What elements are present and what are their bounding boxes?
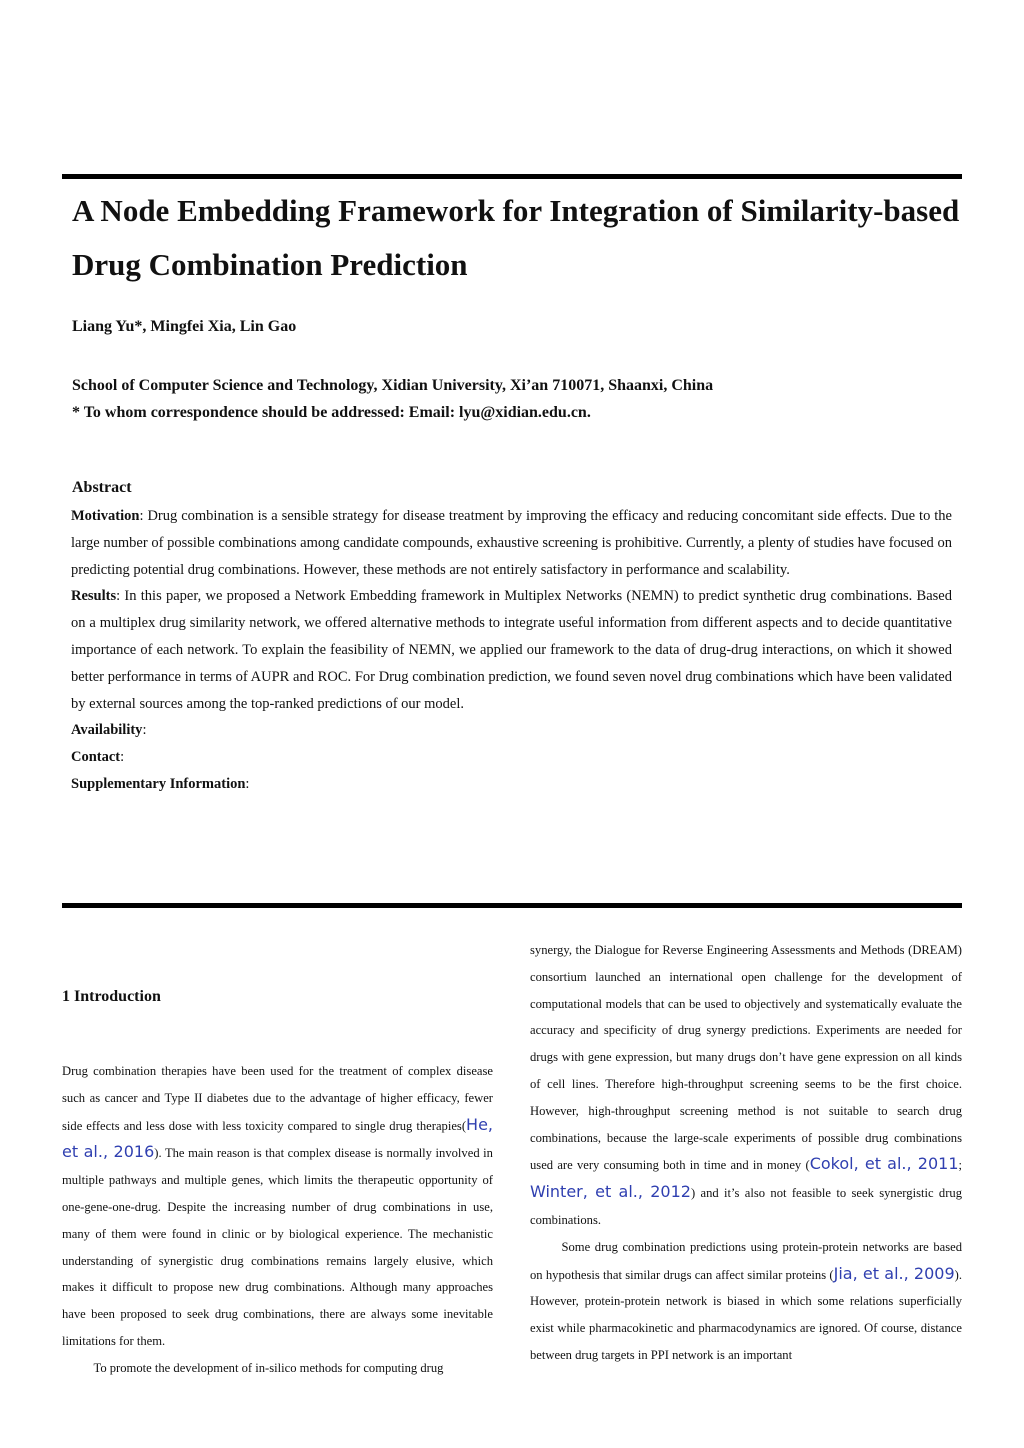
right-column [530,937,962,1369]
section-rule [62,903,962,908]
motivation-label: Motivation [71,508,140,524]
abstract-contact: Contact: [71,749,125,766]
availability-label: Availability [71,722,143,739]
abstract-body [71,503,952,798]
contact-label: Contact [71,749,121,766]
abstract-supplementary: Supplementary Information: [71,775,250,792]
intro-paragraph-2: To promote the development of in-silico methods for computing drug [93,1360,444,1375]
paper-title: A Node Embedding Framework for Integration of Similarity-based Drug Combination Prediction [72,193,960,282]
citation-link[interactable]: Winter, et al., 2012 [530,1182,691,1202]
abstract-availability: Availability: [71,722,147,739]
intro-paragraph-2-cont: synergy, the Dialogue for Reverse Engineering Assessments and Methods (DREAM) consortium launched an international open challenge for the development of computational models that can be used to objectively and systematically evaluate the accuracy and specificity of drug synergy predictions. Experiments are needed for drugs with gene expression, but many drugs don’t have gene expression on all kinds of cell lines. Therefore high-throughput screening seems to be the first choice. However, high-throughput screening method is not suitable to search drug combinations, because the large-scale experiments of possible drug combinations used are very consuming both in time and in money (Cokol, et al., 2011; Winter, et al., 2012) and it’s also not feasible to seek synergistic drug combinations. [530,943,963,1227]
results-label: Results [71,588,117,605]
left-column [62,1058,493,1382]
citation-link[interactable]: Cokol, et al., 2011 [809,1154,959,1174]
affiliation: School of Computer Science and Technology, Xidian University, Xi’an 710071, Shaanxi, China [72,377,714,394]
abstract-motivation [71,503,952,583]
intro-paragraph-1: Drug combination therapies have been used for the treatment of complex disease such as cancer and Type II diabetes due to the advantage of higher efficacy, fewer side effects and less dose with less toxicity compared to single drug therapies(He, et al., 2016). The main reason is that complex disease is normally involved in multiple pathways and multiple genes, which limits the therapeutic opportunity of one-gene-one-drug. Despite the increasing number of drug combinations in use, many of them were found in clinic or by biological experience. The mechanistic understanding of synergistic drug combinations remains largely elusive, which makes it difficult to propose new drug combinations. Although many approaches have been proposed to seek drug combinations, there are always some inevitable limitations for them. [62,1064,493,1348]
abstract-results [71,583,952,717]
authors: Liang Yu*, Mingfei Xia, Lin Gao [72,318,297,335]
results-text: : In this paper, we proposed a Network Embedding framework in Multiplex Networks (NEMN) to predict synthetic drug combinations. Based on a multiplex drug similarity network, we offered alternative methods to integrate useful information from different aspects and to decide quantitative importance of each network. To explain the feasibility of NEMN, we applied our framework to the data of drug-drug interactions, on which it showed better performance in terms of AUPR and ROC. For Drug combination prediction, we found seven novel drug combinations which have been validated by external sources among the top-ranked predictions of our model. [71,588,952,712]
intro-paragraph-3: Some drug combination predictions using protein-protein networks are based on hypothesis that similar drugs can affect similar proteins (Jia, et al., 2009). However, protein-protein network is biased in which some relations superficially exist while pharmacokinetic and pharmacodynamics are ignored. Of course, distance between drug targets in PPI network is an important [530,1239,962,1362]
correspondence: * To whom correspondence should be addressed: Email: lyu@xidian.edu.cn. [72,404,591,421]
affiliation-block [72,372,713,426]
top-rule [62,174,962,179]
motivation-text: : Drug combination is a sensible strategy for disease treatment by improving the efficacy and reducing concomitant side effects. Due to the large number of possible combinations among candidate compounds, exhaustive screening is prohibitive. Currently, a plenty of studies have focused on predicting potential drug combinations. However, these methods are not entirely satisfactory in performance and scalability. [71,508,952,578]
supplementary-label: Supplementary Information [71,775,246,792]
citation-link[interactable]: Jia, et al., 2009 [833,1263,955,1283]
intro-heading: 1 Introduction [62,988,161,1005]
citation-link[interactable]: He, et al., 2016 [62,1114,493,1162]
abstract-heading: Abstract [72,479,132,496]
